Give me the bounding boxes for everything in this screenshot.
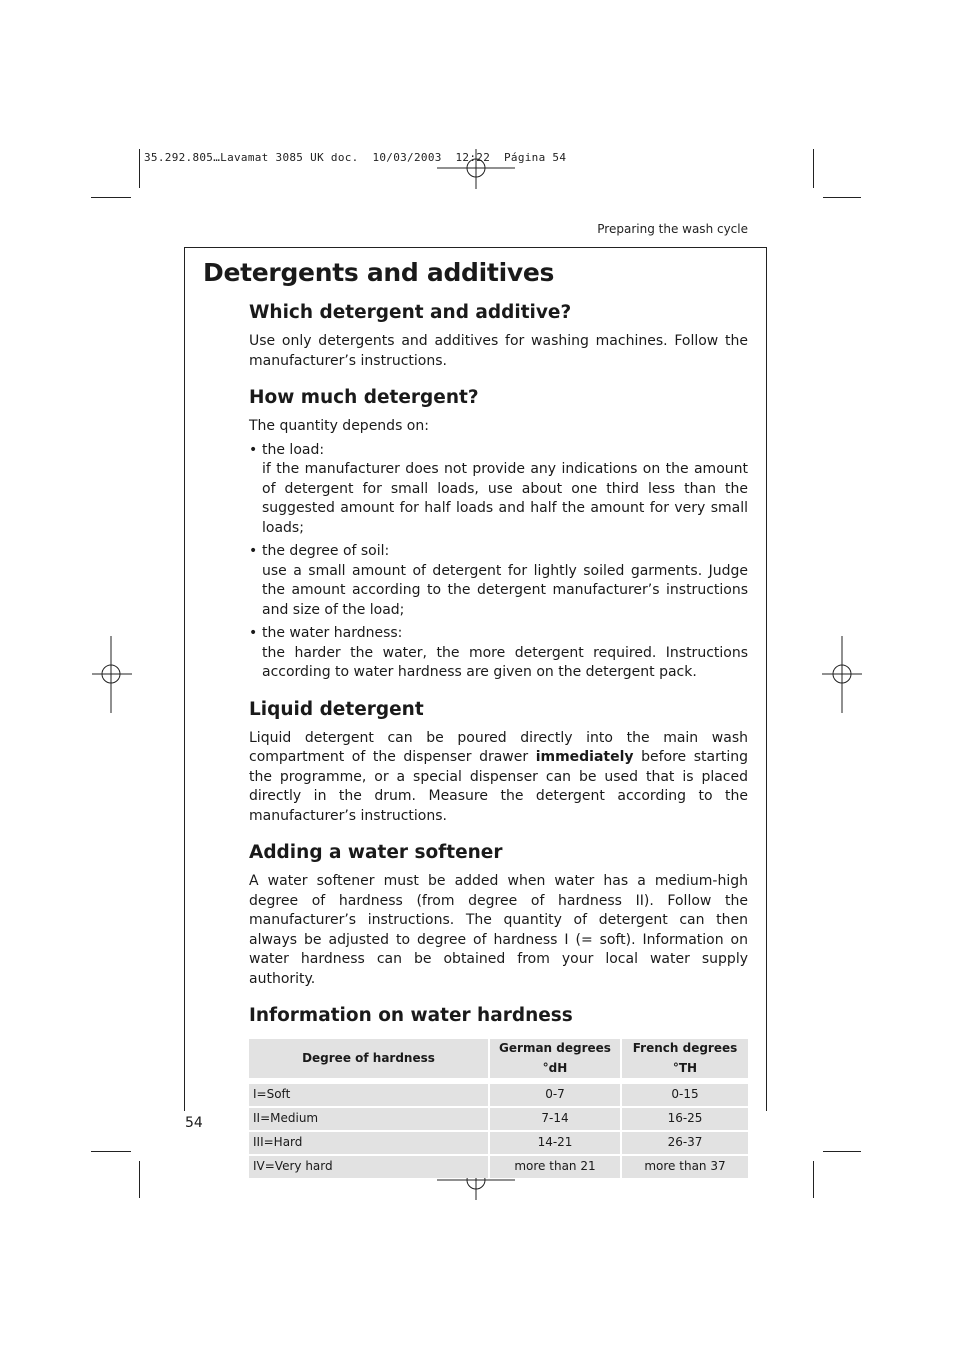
- section-heading: How much detergent?: [249, 387, 479, 408]
- crop-mark: [813, 1161, 814, 1198]
- table-cell: 0-7: [490, 1084, 620, 1106]
- hardness-table: [247, 1037, 750, 1180]
- section-water-hardness: [249, 1003, 748, 1180]
- crop-mark: [91, 197, 131, 198]
- table-cell: 0-15: [622, 1084, 748, 1106]
- table-row: [249, 1084, 748, 1106]
- text-run: Liquid detergent can be poured directly into the main wash compartment of the dispenser drawer: [249, 729, 748, 765]
- table-cell: I=Soft: [249, 1084, 488, 1106]
- table-cell: 14-21: [490, 1132, 620, 1154]
- table-row: [249, 1108, 748, 1130]
- emphasis-text: immediately: [535, 749, 634, 765]
- table-cell: 16-25: [622, 1108, 748, 1130]
- registration-mark-right: [822, 636, 862, 713]
- page-title: Detergents and additives: [203, 258, 555, 287]
- bullet-head: the degree of soil:: [262, 543, 390, 559]
- list-item: [249, 624, 748, 683]
- bullet-head: the water hardness:: [262, 625, 403, 641]
- table-header: French degrees °TH: [622, 1039, 748, 1078]
- section-heading: Information on water hardness: [249, 1005, 573, 1026]
- section-how-much: [249, 385, 748, 683]
- bullet-icon: •: [249, 543, 258, 559]
- registration-mark-left: [92, 636, 132, 713]
- bullet-icon: •: [249, 441, 258, 458]
- table-cell: II=Medium: [249, 1108, 488, 1130]
- section-text: [249, 729, 748, 827]
- section-text: A water softener must be added when water has a medium-high degree of hardness (from degree of hardness II). Follow the manufacturer’s instructions. The quantity of detergent can then always be adjusted to degree of hardness I (= soft). Information on water hardness can be obtained from your local water supply authority.: [249, 873, 748, 987]
- section-text: Use only detergents and additives for washing machines. Follow the manufacturer’s instructions.: [249, 333, 748, 369]
- page-frame-top: [184, 247, 767, 248]
- main-content: [249, 300, 748, 1194]
- bullet-icon: •: [249, 625, 258, 641]
- table-cell: more than 37: [622, 1156, 748, 1178]
- bullet-body: use a small amount of detergent for lightly soiled garments. Judge the amount according to the detergent manufacturer’s instructions and size of the load;: [262, 562, 748, 618]
- bullet-body: if the manufacturer does not provide any indications on the amount of detergent for small loads, use about one third less than the suggested amount for half loads and half the amount for very small loads;: [262, 461, 748, 536]
- table-cell: more than 21: [490, 1156, 620, 1178]
- bullet-head: the load:: [262, 441, 325, 458]
- section-heading: Adding a water softener: [249, 842, 503, 863]
- table-cell: III=Hard: [249, 1132, 488, 1154]
- bullet-body: the harder the water, the more detergent required. Instructions according to water hardness are given on the detergent pack.: [262, 644, 748, 680]
- text-run: before starting the programme, or a special dispenser can be used that is placed directly in the drum. Measure the detergent according to the manufacturer’s instructions.: [249, 749, 748, 824]
- page-frame-left: [184, 247, 185, 1111]
- page-frame-right: [766, 247, 767, 1111]
- crop-mark: [139, 1161, 140, 1198]
- crop-mark: [823, 1151, 861, 1152]
- table-cell: IV=Very hard: [249, 1156, 488, 1178]
- crop-mark: [813, 149, 814, 188]
- running-head: Preparing the wash cycle: [597, 222, 748, 236]
- table-cell: 7-14: [490, 1108, 620, 1130]
- crop-mark: [91, 1151, 131, 1152]
- list-item: [249, 441, 748, 539]
- table-header: German degrees °dH: [490, 1039, 620, 1078]
- table-cell: 26-37: [622, 1132, 748, 1154]
- page-number: 54: [185, 1115, 203, 1131]
- print-slug-line: 35.292.805…Lavamat 3085 UK doc. 10/03/2003 12:22 Página 54: [144, 151, 567, 164]
- section-heading: Which detergent and additive?: [249, 302, 572, 323]
- table-row: [249, 1156, 748, 1178]
- registration-mark-top: [437, 149, 515, 189]
- section-intro: The quantity depends on:: [249, 418, 429, 434]
- table-header: Degree of hardness: [249, 1039, 488, 1078]
- crop-mark: [823, 197, 861, 198]
- crop-mark: [139, 149, 140, 188]
- section-which-detergent: [249, 300, 748, 371]
- section-liquid-detergent: [249, 697, 748, 827]
- section-heading: Liquid detergent: [249, 698, 424, 720]
- table-row: [249, 1132, 748, 1154]
- list-item: [249, 542, 748, 620]
- section-water-softener: [249, 840, 748, 989]
